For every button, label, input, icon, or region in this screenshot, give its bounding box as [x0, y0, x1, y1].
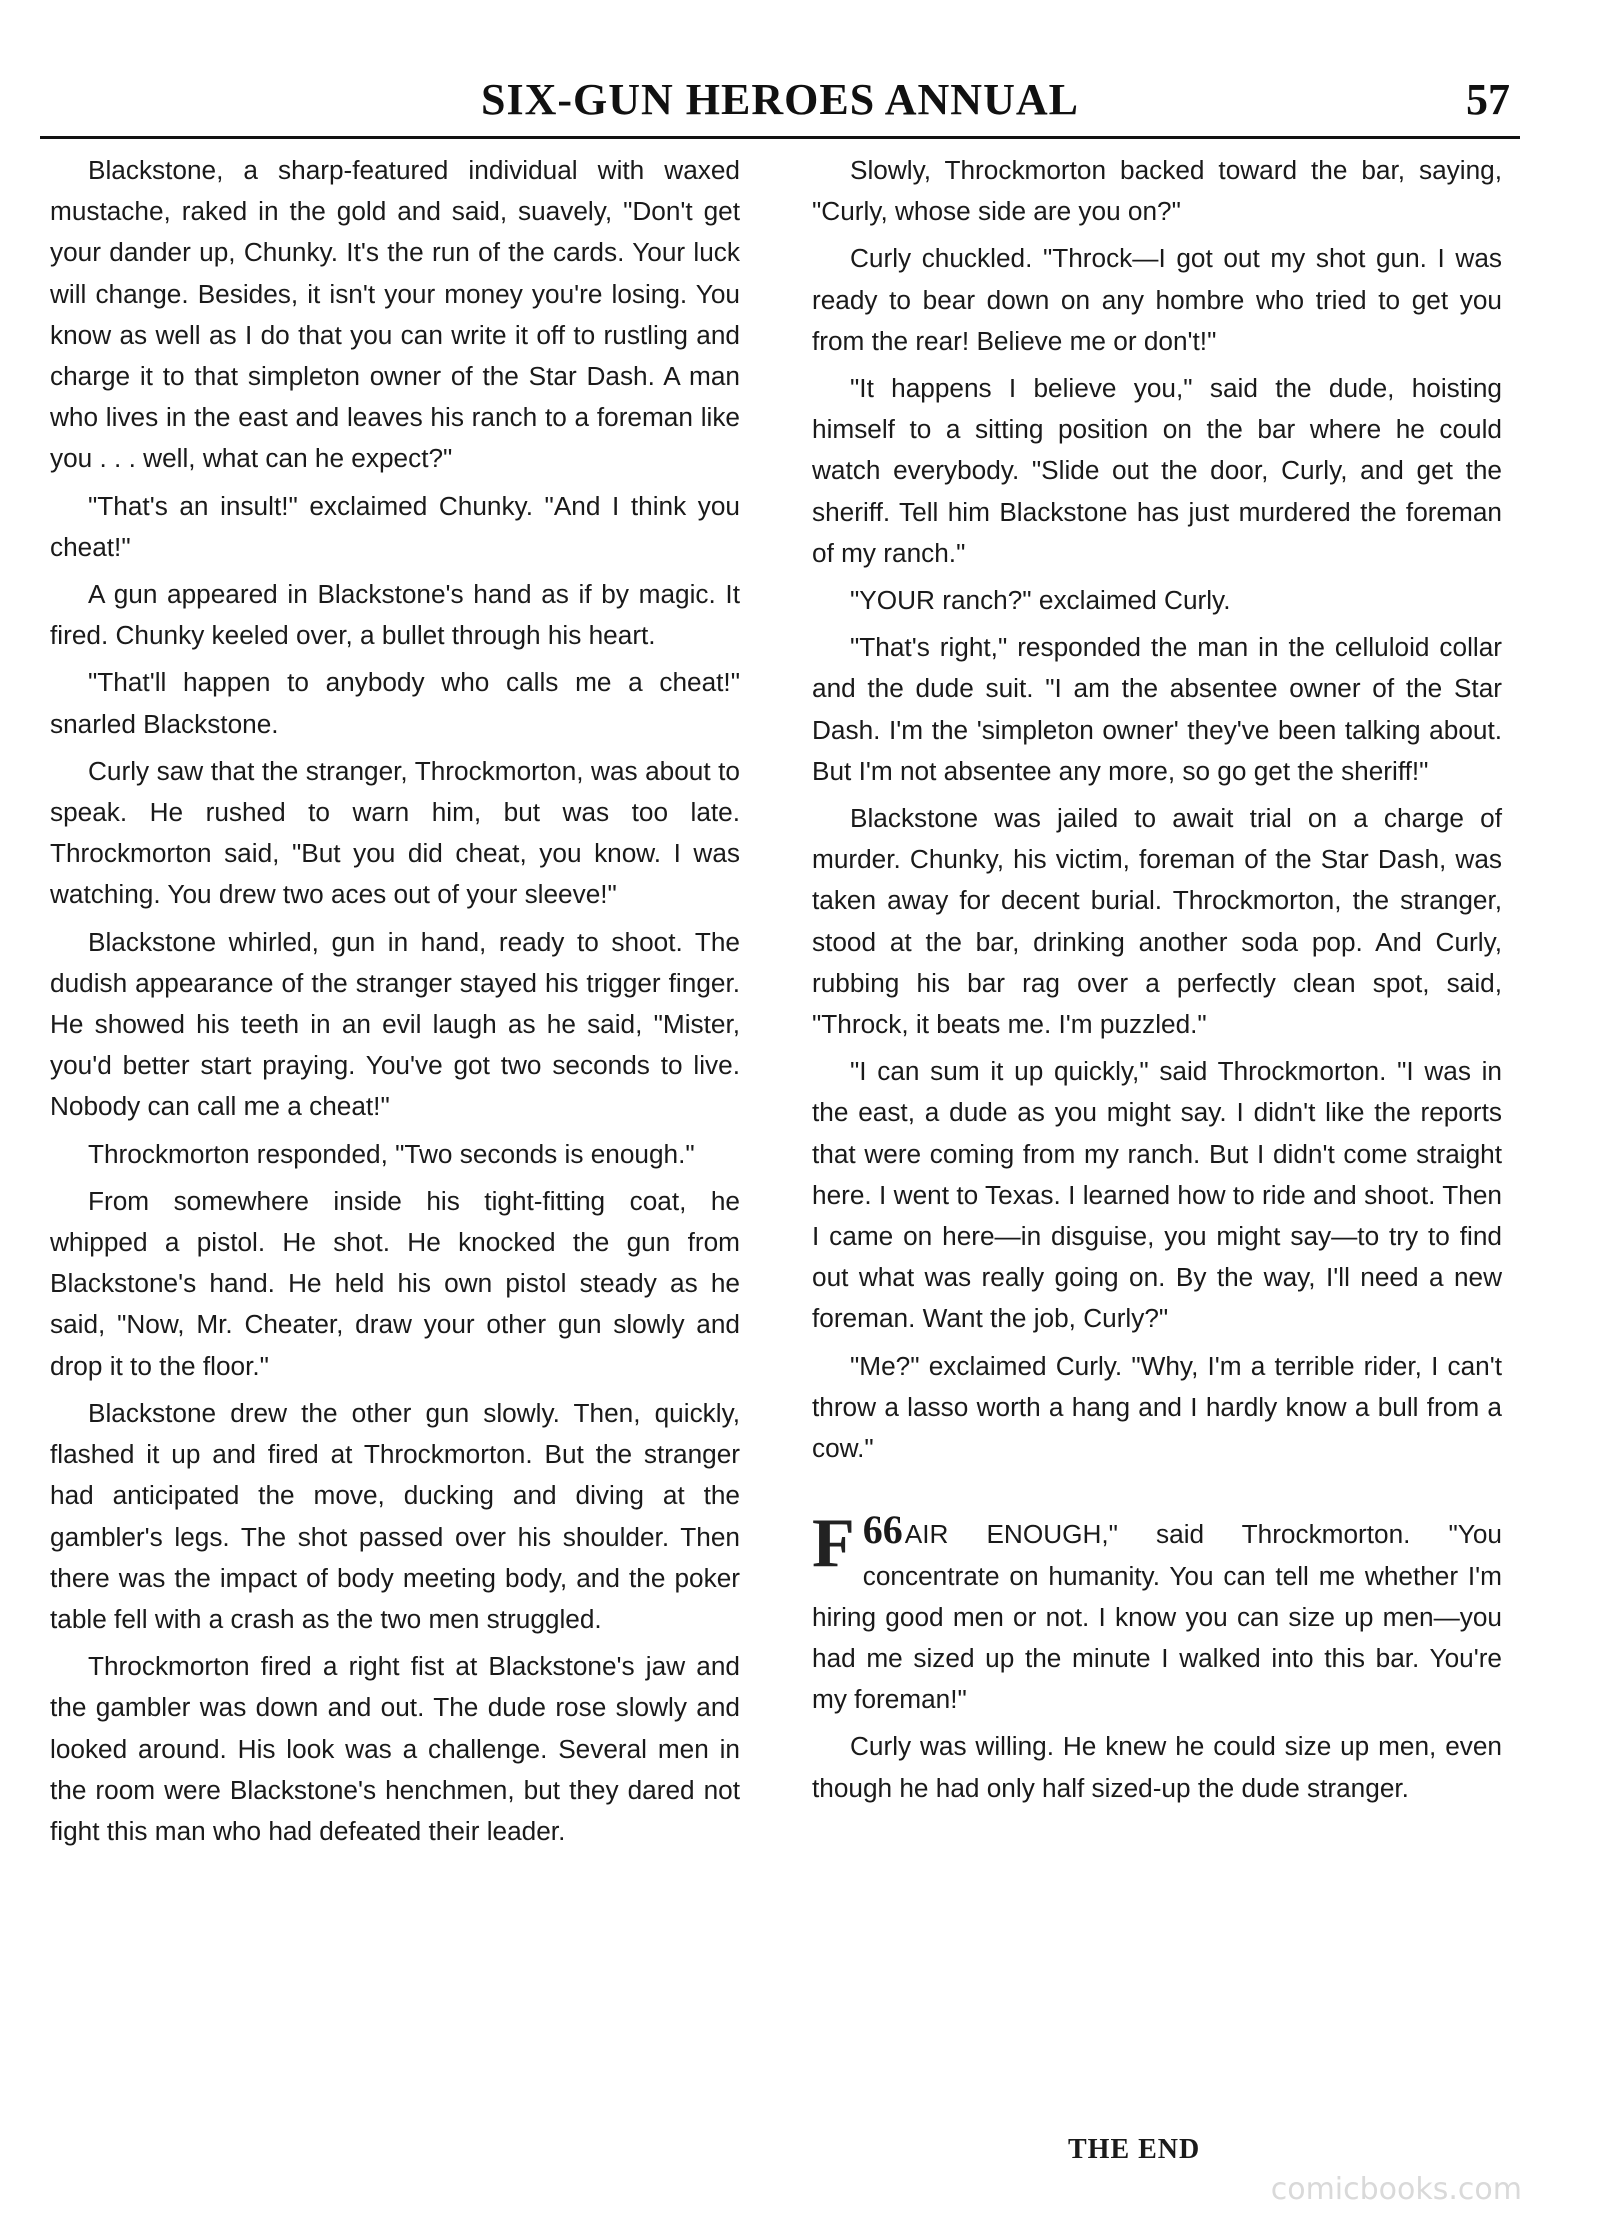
page-number: 57: [1466, 75, 1510, 124]
paragraph: "That'll happen to anybody who calls me a cheat!" snarled Blackstone.: [50, 667, 740, 739]
paragraph: A gun appeared in Blackstone's hand as if by magic. It fired. Chunky keeled over, a bullet through his heart.: [50, 579, 740, 651]
paragraph: "That's an insult!" exclaimed Chunky. "And I think you cheat!": [50, 490, 740, 562]
right-column: [812, 150, 1502, 1815]
paragraph: Blackstone was jailed to await trial on a charge of murder. Chunky, his victim, foreman of the Star Dash, was taken away for decent burial. Throckmorton, the stranger, stood at the bar, drinking another soda pop. And Curly, rubbing his bar rag over a perfectly clean spot, said, "Throck, it beats me. I'm puzzled.": [812, 803, 1502, 1040]
the-end-label: THE END: [1068, 2134, 1201, 2165]
drop-cap-letter: F: [812, 1505, 855, 1583]
left-column: [50, 150, 740, 1858]
paragraph: Blackstone whirled, gun in hand, ready to shoot. The dudish appearance of the stranger stayed his trigger finger. He showed his teeth in an evil laugh as he said, "Mister, you'd better start praying. You've got two seconds to live. Nobody can call me a cheat!": [50, 926, 740, 1122]
paragraph: Curly saw that the stranger, Throckmorton, was about to speak. He rushed to warn him, but was too late. Throckmorton said, "But you did cheat, you know. I was watching. You drew two aces out of your sleeve!": [50, 755, 740, 910]
paragraph: "I can sum it up quickly," said Throckmorton. "I was in the east, a dude as you might say. I didn't like the reports that were coming from my ranch. But I didn't come straight here. I went to Texas. I learned how to ride and shoot. Then I came on here—in disguise, you might say—to try to find out what was really going on. By the way, I'll need a new foreman. Want the job, Curly?": [812, 1056, 1502, 1334]
section-gap: [812, 1475, 1502, 1509]
page-header: [40, 70, 1520, 139]
paragraph: "YOUR ranch?" exclaimed Curly.: [850, 585, 1231, 616]
paragraph: Blackstone, a sharp-featured individual with waxed mustache, raked in the gold and said, suavely, "Don't get your dander up, Chunky. It's the run of the cards. Your luck will change. Besides, it isn't your money you're losing. You know as well as I do that you can write it off to rustling and charge it to that simpleton owner of the Star Dash. A man who lives in the east and leaves his ranch to a foreman like you . . . well, what can he expect?": [50, 155, 740, 474]
paragraph: "That's right," responded the man in the celluloid collar and the dude suit. "I am the absentee owner of the Star Dash. I'm the 'simpleton owner' they've been talking about. But I'm not absentee any more, so go get the sheriff!": [812, 632, 1502, 786]
dropcap-paragraph-text: AIR ENOUGH," said Throckmorton. "You concentrate on humanity. You can tell me whether I'm hiring good men or not. I know you can size up men—you had me sized up the minute I walked into this bar. You're my foreman!": [812, 1519, 1502, 1715]
dropcap-paragraph: [812, 1505, 1502, 1720]
paragraph: Blackstone drew the other gun slowly. Then, quickly, flashed it up and fired at Throckmorton. But the stranger had anticipated the move, ducking and diving at the gambler's legs. The shot passed over his shoulder. Then there was the impact of body meeting body, and the poker table fell with a crash as the two men struggled.: [50, 1397, 740, 1634]
magazine-title: SIX-GUN HEROES ANNUAL: [481, 75, 1079, 124]
paragraph: From somewhere inside his tight-fitting coat, he whipped a pistol. He shot. He knocked the gun from Blackstone's hand. He held his own pistol steady as he said, "Now, Mr. Cheater, draw your other gun slowly and drop it to the floor.": [50, 1185, 740, 1381]
paragraph: "It happens I believe you," said the dude, hoisting himself to a sitting position on the bar where he could watch everybody. "Slide out the door, Curly, and get the sheriff. Tell him Blackstone has just murdered the foreman of my ranch.": [812, 373, 1502, 568]
paragraph: Slowly, Throckmorton backed toward the bar, saying, "Curly, whose side are you on?": [812, 155, 1502, 227]
paragraph: Throckmorton responded, "Two seconds is enough.": [88, 1138, 695, 1169]
paragraph: "Me?" exclaimed Curly. "Why, I'm a terrible rider, I can't throw a lasso worth a hang and I hardly know a bull from a cow.": [812, 1350, 1502, 1464]
paragraph: Throckmorton fired a right fist at Blackstone's jaw and the gambler was down and out. The dude rose slowly and looked around. His look was a challenge. Several men in the room were Blackstone's henchmen, but they dared not fight this man who had defeated their leader.: [50, 1651, 740, 1846]
paragraph: Curly chuckled. "Throck—I got out my shot gun. I was ready to bear down on any hombre who tried to get you from the rear! Believe me or don't!": [812, 243, 1502, 356]
closing-paragraph: Curly was willing. He knew he could size up men, even though he had only half sized-up the dude stranger.: [812, 1731, 1502, 1803]
open-quote-mark: 66: [862, 1507, 903, 1553]
watermark: comicbooks.com: [1270, 2172, 1522, 2207]
